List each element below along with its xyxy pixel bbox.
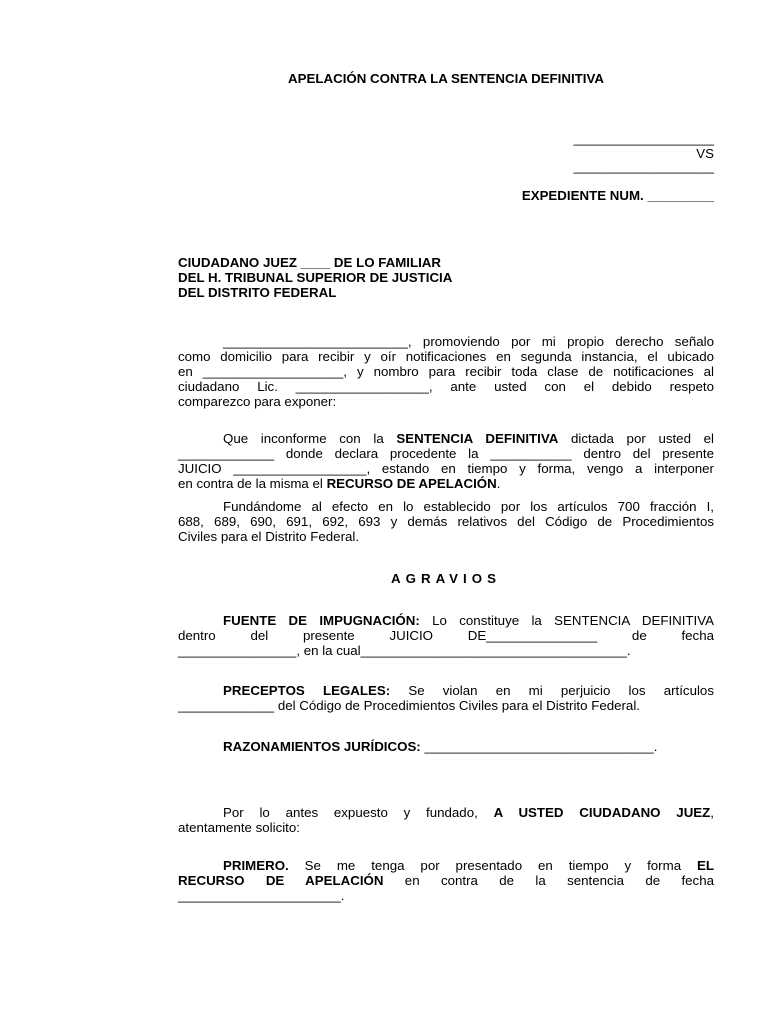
primero-label: PRIMERO. [223, 858, 289, 873]
document-title: APELACIÓN CONTRA LA SENTENCIA DEFINITIVA [288, 71, 604, 86]
p2-line: Fundándome al efecto en lo establecido por los artículos 700 fracción I, [223, 499, 714, 514]
solicito-line [178, 805, 714, 820]
fuente-paragraph [178, 613, 714, 658]
paragraph-inconforme [178, 431, 714, 491]
addressee-line: DEL H. TRIBUNAL SUPERIOR DE JUSTICIA [178, 270, 453, 285]
expediente-line [440, 188, 714, 203]
p1-line: _____________ donde declara procedente la ___________ dentro del presente [178, 446, 714, 461]
intro-paragraph [178, 334, 714, 409]
p1-line: JUICIO __________________, estando en tiempo y forma, vengo a interponer [178, 461, 714, 476]
preceptos-paragraph [178, 683, 714, 713]
primero-bold: RECURSO DE APELACIÓN [178, 873, 384, 888]
preceptos-text: Se violan en mi perjuicio los artículos [390, 683, 714, 698]
p1-line [178, 431, 714, 446]
intro-line: en ___________________, y nombro para recibir toda clase de notificaciones al [178, 364, 714, 379]
p2-line: 688, 689, 690, 691, 692, 693 y demás relativos del Código de Procedimientos [178, 514, 714, 529]
fuente-line: dentro del presente JUICIO DE_______________ de fecha [178, 628, 714, 643]
p2-line: Civiles para el Distrito Federal. [178, 529, 360, 544]
solicito-paragraph [178, 805, 714, 835]
primero-line [178, 873, 714, 888]
primero-text: Se me tenga por presentado en tiempo y forma [288, 858, 697, 873]
primero-text: en contra de la sentencia de fecha [383, 873, 714, 888]
expediente-label: EXPEDIENTE NUM. [521, 188, 644, 203]
fuente-line [178, 613, 714, 628]
fuente-line: ________________, en la cual____________________________________. [178, 643, 631, 658]
solicito-text: Por lo antes expuesto y fundado, [223, 805, 494, 820]
razonamientos-blank: _______________________________. [420, 739, 658, 754]
p1-bold: SENTENCIA DEFINITIVA [396, 431, 559, 446]
p1-bold: RECURSO DE APELACIÓN [326, 476, 497, 491]
primero-paragraph [178, 858, 714, 903]
agravios-heading: AGRAVIOS [391, 571, 501, 586]
intro-line: comparezco para exponer: [178, 394, 337, 409]
intro-line: _________________________, promoviendo por mi propio derecho señalo [223, 334, 714, 349]
p1-text: . [496, 476, 501, 491]
fuente-label: FUENTE DE IMPUGNACIÓN: [223, 613, 420, 628]
p1-text: en contra de la misma el [178, 476, 327, 491]
party-blank-1: ___________________ [573, 131, 714, 146]
primero-bold: EL [697, 858, 714, 873]
solicito-bold: A USTED CIUDADANO JUEZ [493, 805, 711, 820]
addressee-line: DEL DISTRITO FEDERAL [178, 285, 337, 300]
solicito-text: , [710, 805, 714, 820]
preceptos-label: PRECEPTOS LEGALES: [223, 683, 391, 698]
razonamientos-label: RAZONAMIENTOS JURÍDICOS: [223, 739, 421, 754]
addressee-line: CIUDADANO JUEZ ____ DE LO FAMILIAR [178, 255, 442, 270]
p1-text: Que inconforme con la [223, 431, 397, 446]
p1-line [178, 476, 714, 491]
vs-label: VS [696, 146, 714, 161]
primero-line [178, 858, 714, 873]
addressee-block [178, 255, 714, 300]
solicito-line: atentamente solicito: [178, 820, 300, 835]
intro-line: ciudadano Lic. __________________, ante usted con el debido respeto [178, 379, 714, 394]
paragraph-fundamento [178, 499, 714, 544]
fuente-text: Lo constituye la SENTENCIA DEFINITIVA [419, 613, 714, 628]
preceptos-line [178, 683, 714, 698]
party-blank-2: ___________________ [573, 159, 714, 174]
primero-line: ______________________. [178, 888, 345, 903]
preceptos-line: _____________ del Código de Procedimientos Civiles para el Distrito Federal. [178, 698, 640, 713]
intro-line: como domicilio para recibir y oír notificaciones en segunda instancia, el ubicado [178, 349, 714, 364]
razonamientos-line [178, 739, 714, 754]
p1-text: dictada por usted el [558, 431, 714, 446]
expediente-blank: _________ [647, 188, 714, 203]
